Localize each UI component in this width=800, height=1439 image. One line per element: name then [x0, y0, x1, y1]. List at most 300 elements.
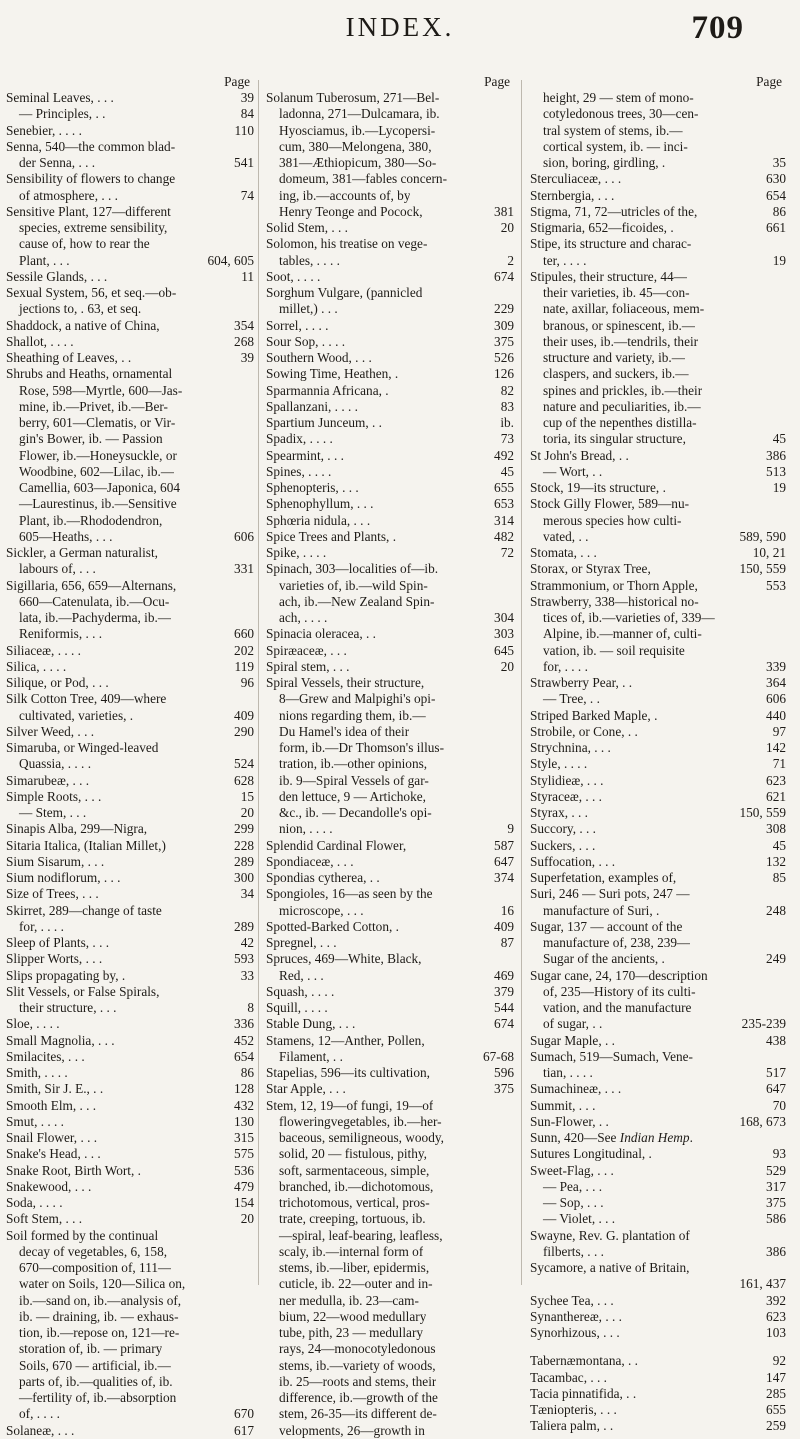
page-reference: 529: [766, 1162, 786, 1178]
index-line: [530, 903, 786, 919]
index-term: — Pea, . . .: [543, 1178, 603, 1194]
index-term: Hyosciamus, ib.—Lycopersi-: [279, 122, 436, 138]
index-term: tices of, ib.—varieties of, 339—: [543, 610, 715, 625]
page-reference: 128: [234, 1081, 254, 1097]
index-term: Style, . . . .: [530, 756, 588, 772]
index-line: [6, 366, 254, 382]
index-line: [266, 171, 514, 187]
index-term: 381—Æthiopicum, 380—So-: [279, 155, 437, 170]
index-term-text: .: [689, 1130, 693, 1145]
index-term: Henry Teonge and Pocock,: [279, 203, 423, 219]
index-term: Stable Dung, . . .: [266, 1016, 356, 1032]
index-term: Sychee Tea, . . .: [530, 1292, 614, 1308]
index-term: toria, its singular structure,: [543, 431, 686, 447]
page-reference: 87: [500, 935, 514, 950]
index-line: [530, 269, 786, 285]
index-term: manufacture of Suri, .: [543, 902, 660, 918]
page-title: INDEX.: [345, 12, 455, 42]
index-term: storation of, ib. — primary: [19, 1341, 163, 1357]
index-term: trichotomous, vertical, pros-: [279, 1195, 430, 1210]
index-term: Stomata, . . .: [530, 545, 597, 560]
index-term: microscope, . . .: [279, 902, 364, 918]
index-term: species, extreme sensibility,: [19, 220, 168, 235]
index-term: Small Magnolia, . . .: [6, 1032, 115, 1048]
index-term: Sugar cane, 24, 170—description: [530, 967, 708, 983]
index-line: [530, 431, 786, 447]
index-term: lata, ib.—Pachyderma, ib.—: [19, 610, 172, 625]
index-term: parts of, ib.—qualities of, ib.: [19, 1373, 173, 1389]
index-term: domeum, 381—fables concern-: [279, 171, 448, 187]
index-line: [266, 968, 514, 984]
index-line: [6, 123, 254, 139]
page-reference: 381: [494, 203, 514, 219]
page-reference: 202: [234, 642, 254, 658]
index-line: [6, 350, 254, 366]
index-line: [6, 155, 254, 171]
index-line: [266, 1276, 514, 1292]
index-term: Sigillaria, 656, 659—Alternans,: [6, 577, 177, 593]
index-term: ib. 25—roots and stems, their: [279, 1373, 437, 1389]
index-term: 670—composition of, 111—: [19, 1260, 172, 1275]
index-term: Stipules, their structure, 44—: [530, 268, 687, 284]
page-reference: 74: [240, 187, 254, 203]
index-term: rays, 24—monocotyledonous: [279, 1341, 436, 1357]
index-term: bium, 22—wood medullary: [279, 1308, 427, 1324]
index-line: [6, 984, 254, 1000]
index-line: [6, 431, 254, 447]
index-line: [530, 1402, 786, 1418]
index-line: [530, 1098, 786, 1114]
index-line: [530, 1016, 786, 1032]
index-term: Simple Roots, . . .: [6, 788, 102, 804]
index-term: Strammonium, or Thorn Apple,: [530, 577, 698, 593]
index-line: [530, 968, 786, 984]
page-reference: 19: [772, 252, 786, 268]
index-term: structure and variety, ib.—: [543, 350, 686, 365]
index-term: of sugar, . .: [543, 1016, 603, 1032]
index-line: [6, 464, 254, 480]
index-term: Solaneæ, . . .: [6, 1422, 75, 1438]
index-term: nature and peculiarities, ib.—: [543, 398, 701, 414]
page-reference: 142: [766, 740, 786, 755]
index-line: [266, 578, 514, 594]
index-term: Simarubeæ, . . .: [6, 772, 90, 788]
index-line: [530, 366, 786, 382]
page-reference: 248: [766, 902, 786, 918]
index-term: vation, ib. — soil requisite: [543, 642, 685, 658]
index-line: [266, 821, 514, 837]
index-line: [266, 838, 514, 854]
index-term: tration, ib.—other opinions,: [279, 756, 428, 772]
index-term-text: Sunn, 420—See: [530, 1130, 620, 1145]
page-number: 709: [691, 10, 744, 46]
index-term: Solomon, his treatise on vege-: [266, 236, 428, 252]
index-line: [530, 301, 786, 317]
index-line: [6, 951, 254, 967]
index-line: [266, 480, 514, 496]
index-term: vation, and the manufacture: [543, 1000, 692, 1015]
page-reference: 623: [766, 1308, 786, 1324]
index-line: [266, 1049, 514, 1065]
index-line: [266, 529, 514, 545]
page-reference: 268: [234, 333, 254, 349]
index-term: Alpine, ib.—manner of, culti-: [543, 626, 702, 642]
index-line: [6, 838, 254, 854]
index-line: [6, 594, 254, 610]
index-term: Sumach, 519—Sumach, Vene-: [530, 1048, 693, 1064]
page-reference: 10, 21: [752, 545, 786, 560]
index-term: Slips propagating by, .: [6, 967, 126, 983]
index-line: [6, 496, 254, 512]
page-reference: 655: [494, 480, 514, 495]
index-term: Sensitive Plant, 127—different: [6, 203, 171, 219]
index-line: [6, 1163, 254, 1179]
index-line: [530, 1114, 786, 1130]
index-line: [530, 1211, 786, 1227]
index-term: Du Hamel's idea of their: [279, 723, 410, 739]
page-reference: 492: [494, 447, 514, 463]
index-term: Sickler, a German naturalist,: [6, 545, 158, 560]
index-line: [530, 610, 786, 626]
index-line: [530, 789, 786, 805]
index-term: water on Soils, 120—Silica on,: [19, 1276, 186, 1292]
index-line: [6, 643, 254, 659]
page-reference: 653: [494, 496, 514, 512]
index-line: [530, 1065, 786, 1081]
index-line: [266, 496, 514, 512]
index-line: [266, 773, 514, 789]
index-term: Sloe, . . . .: [6, 1016, 60, 1032]
page-reference: 661: [766, 220, 786, 235]
index-term: Spondias cytherea, . .: [266, 870, 380, 885]
index-line: [266, 1406, 514, 1422]
index-term: Styrax, . . .: [530, 805, 588, 820]
page-reference: 34: [240, 886, 254, 902]
index-line: [266, 805, 514, 821]
index-entries: [530, 90, 786, 1435]
index-term: stem, 26-35—its different de-: [279, 1406, 437, 1422]
index-term: Stylidieæ, . . .: [530, 772, 604, 788]
index-line: [6, 561, 254, 577]
index-term: Striped Barked Maple, .: [530, 707, 658, 723]
index-line: [266, 155, 514, 171]
index-term: der Senna, . . .: [19, 155, 96, 170]
index-line: [6, 854, 254, 870]
index-line: [530, 951, 786, 967]
index-line: [266, 886, 514, 902]
index-term: Silk Cotton Tree, 409—where: [6, 691, 167, 707]
index-term: Sheathing of Leaves, . .: [6, 350, 132, 365]
index-line: [530, 1228, 786, 1244]
index-line: [266, 691, 514, 707]
index-line: [6, 1260, 254, 1276]
index-term: Senna, 540—the common blad-: [6, 138, 176, 154]
index-term: Strawberry Pear, . .: [530, 675, 633, 690]
column-page-heading: Page: [224, 74, 250, 89]
index-line: [6, 399, 254, 415]
index-term: — Wort, . .: [543, 463, 603, 479]
page-reference: 86: [240, 1065, 254, 1080]
index-term: Strawberry, 338—historical no-: [530, 593, 699, 609]
page-reference: 71: [772, 756, 786, 772]
index-term: Styraceæ, . . .: [530, 788, 603, 804]
index-line: [530, 691, 786, 707]
index-line: [6, 756, 254, 772]
index-line: [266, 1244, 514, 1260]
index-line: [530, 90, 786, 106]
index-line: [530, 1386, 786, 1402]
index-entries: [266, 90, 514, 1439]
page-reference: 97: [772, 723, 786, 739]
page-reference: 130: [234, 1113, 254, 1129]
index-line: [6, 1358, 254, 1374]
index-term: Sowing Time, Heathen, .: [266, 366, 399, 382]
index-line: [6, 1423, 254, 1439]
index-line: [530, 155, 786, 171]
index-term: Camellia, 603—Japonica, 604: [19, 480, 181, 495]
index-line: [6, 90, 254, 106]
index-term: Soda, . . . .: [6, 1195, 63, 1210]
index-term: Synanthereæ, . . .: [530, 1308, 622, 1324]
index-term: Stem, 12, 19—of fungi, 19—of: [266, 1097, 434, 1113]
index-line: [266, 301, 514, 317]
index-term: Woodbine, 602—Lilac, ib.—: [19, 463, 175, 479]
page-reference: 469: [494, 967, 514, 983]
index-term: —fertility of, ib.—absorption: [19, 1390, 177, 1405]
cross-reference: Indian Hemp: [619, 1130, 690, 1145]
index-term: cup of the nepenthes distilla-: [543, 415, 697, 430]
index-line: [266, 285, 514, 301]
index-term: ib.—sand on, ib.—analysis of,: [19, 1292, 182, 1308]
index-line: [266, 1195, 514, 1211]
index-line: [266, 870, 514, 886]
index-term: Spearmint, . . .: [266, 447, 344, 463]
index-line: [266, 626, 514, 642]
index-line: [6, 545, 254, 561]
index-line: [6, 269, 254, 285]
index-term: Snakewood, . . .: [6, 1178, 92, 1194]
index-line: [266, 903, 514, 919]
page-reference: 623: [766, 772, 786, 788]
index-term: — Tree, . .: [543, 691, 600, 707]
index-term: —spiral, leaf-bearing, leafless,: [279, 1227, 443, 1243]
page-reference: 526: [494, 350, 514, 365]
index-term: stems, ib.—liber, epidermis,: [279, 1260, 430, 1275]
page-reference: 20: [500, 220, 514, 235]
index-term: Smith, . . . .: [6, 1065, 68, 1080]
index-line: [266, 1309, 514, 1325]
page-reference: 339: [766, 658, 786, 674]
index-line: [266, 854, 514, 870]
index-line: [266, 366, 514, 382]
page-reference: 85: [772, 870, 786, 885]
index-line: [6, 285, 254, 301]
index-line: [530, 1049, 786, 1065]
index-term: jections to, . 63, et seq.: [19, 301, 142, 317]
index-line: [530, 1179, 786, 1195]
index-line: [530, 1000, 786, 1016]
index-term: Storax, or Styrax Tree,: [530, 561, 651, 577]
page-reference: 2: [507, 252, 514, 268]
index-line: [6, 1146, 254, 1162]
index-term: Spines, . . . .: [266, 463, 332, 479]
index-line: [530, 626, 786, 642]
index-term: ner medulla, ib. 23—cam-: [279, 1292, 419, 1308]
index-term: Red, . . .: [279, 967, 324, 983]
index-term: Sphenophyllum, . . .: [266, 496, 374, 512]
index-term: — Sop, . . .: [543, 1195, 604, 1210]
index-term: Spiral stem, . . .: [266, 658, 350, 674]
index-line: [6, 1033, 254, 1049]
index-line: [6, 773, 254, 789]
index-line: [530, 886, 786, 902]
index-line: [530, 318, 786, 334]
index-line: [6, 1325, 254, 1341]
index-term: Smooth Elm, . . .: [6, 1097, 97, 1113]
index-term: Sour Sop, . . . .: [266, 333, 346, 349]
index-term: Sun-Flower, . .: [530, 1113, 609, 1129]
index-line: [6, 383, 254, 399]
index-term: tube, pith, 23 — medullary: [279, 1325, 424, 1340]
index-line: [266, 643, 514, 659]
page-reference: 285: [766, 1385, 786, 1401]
page-reference: 11: [241, 268, 254, 284]
index-line: [530, 220, 786, 236]
index-line: [530, 756, 786, 772]
index-line: [266, 1260, 514, 1276]
index-term: Senebier, . . . .: [6, 122, 82, 138]
index-line: [266, 399, 514, 415]
index-term: of, 235—History of its culti-: [543, 983, 696, 999]
index-term: Silver Weed, . . .: [6, 723, 95, 739]
index-line: [530, 1195, 786, 1211]
index-line: [6, 708, 254, 724]
page-reference: 517: [766, 1065, 786, 1080]
index-term: 8—Grew and Malpighi's opi-: [279, 691, 436, 707]
index-term: ing, ib.—accounts of, by: [279, 187, 411, 203]
page-reference: 161, 437: [739, 1276, 786, 1292]
index-term: cum, 380—Melongena, 380,: [279, 138, 432, 154]
index-term: Filament, . .: [279, 1048, 343, 1064]
page-reference: 235-239: [741, 1016, 786, 1032]
page-reference: 621: [766, 788, 786, 804]
page-reference: 45: [772, 837, 786, 853]
index-line: [266, 1130, 514, 1146]
index-term: ach, ib.—New Zealand Spin-: [279, 593, 435, 609]
index-line: [266, 1423, 514, 1439]
page-reference: 617: [234, 1422, 254, 1438]
page-reference: 655: [766, 1402, 786, 1417]
page-reference: 154: [234, 1195, 254, 1210]
index-term: Squill, . . . .: [266, 1000, 328, 1015]
index-line: [6, 204, 254, 220]
index-line: [266, 1114, 514, 1130]
index-line: [530, 545, 786, 561]
page-reference: 586: [766, 1211, 786, 1227]
index-line: [530, 1260, 786, 1276]
index-term: Sium nodiflorum, . . .: [6, 870, 121, 885]
page-reference: 660: [234, 626, 254, 642]
index-term: Spike, . . . .: [266, 545, 327, 560]
index-term: [530, 1130, 693, 1146]
index-term: stems, ib.—variety of woods,: [279, 1357, 436, 1373]
index-term: Suckers, . . .: [530, 837, 596, 853]
page-reference: 596: [494, 1065, 514, 1080]
page-reference: 92: [772, 1353, 786, 1369]
index-term: Spinach, 303—localities of—ib.: [266, 561, 439, 577]
index-line: [6, 1293, 254, 1309]
index-term: ib. — draining, ib. — exhaus-: [19, 1308, 179, 1324]
index-term: Stock, 19—its structure, .: [530, 480, 666, 495]
index-term: Stigmaria, 652—ficoides, .: [530, 220, 674, 235]
index-line: [6, 1211, 254, 1227]
index-line: [6, 1341, 254, 1357]
page-reference: 647: [494, 853, 514, 869]
index-line: [266, 334, 514, 350]
page-reference: 364: [766, 675, 786, 690]
index-line: [530, 675, 786, 691]
index-term: Sexual System, 56, et seq.—ob-: [6, 285, 177, 300]
index-line: [266, 1358, 514, 1374]
index-line: [6, 1098, 254, 1114]
page-reference: 575: [234, 1146, 254, 1162]
index-term: Spiræaceæ, . . .: [266, 642, 347, 658]
index-line: [266, 253, 514, 269]
index-entries: [6, 90, 254, 1439]
index-line: [266, 350, 514, 366]
index-line: [6, 610, 254, 626]
index-line: [530, 594, 786, 610]
index-term: filberts, . . .: [543, 1243, 604, 1259]
page-reference: 15: [240, 788, 254, 804]
index-term: of atmosphere, . . .: [19, 187, 118, 203]
index-term: ter, . . . .: [543, 252, 587, 268]
page-reference: 119: [234, 658, 254, 674]
index-line: [266, 188, 514, 204]
index-term: Rose, 598—Myrtle, 600—Jas-: [19, 382, 183, 398]
index-term: Tacia pinnatifida, . .: [530, 1385, 637, 1401]
page-reference: 315: [234, 1130, 254, 1145]
index-term: trate, creeping, tortuous, ib.: [279, 1211, 426, 1227]
index-term: of, . . . .: [19, 1406, 60, 1422]
index-term: Splendid Cardinal Flower,: [266, 837, 407, 853]
index-term: Succory, . . .: [530, 821, 596, 837]
index-line: [530, 561, 786, 577]
index-line: [266, 431, 514, 447]
page-reference: 35: [772, 155, 786, 170]
page-reference: 45: [772, 431, 786, 447]
index-line: [266, 724, 514, 740]
index-term: Sorrel, . . . .: [266, 317, 329, 333]
page-reference: 654: [234, 1048, 254, 1064]
index-line: [530, 821, 786, 837]
index-term: tables, . . . .: [279, 252, 340, 268]
index-line: [6, 301, 254, 317]
page-reference: 386: [766, 447, 786, 463]
index-term: Size of Trees, . . .: [6, 886, 99, 902]
index-term: Stigma, 71, 72—utricles of the,: [530, 203, 698, 219]
page-reference: 409: [234, 707, 254, 723]
index-term: Snail Flower, . . .: [6, 1130, 98, 1145]
index-line: [530, 643, 786, 659]
index-line: [530, 399, 786, 415]
index-term: manufacture of, 238, 239—: [543, 935, 691, 950]
index-column-1: [6, 74, 254, 1439]
index-line: [266, 675, 514, 691]
index-term: Solanum Tuberosum, 271—Bel-: [266, 90, 440, 105]
index-line: [266, 1374, 514, 1390]
page-reference: 452: [234, 1032, 254, 1048]
